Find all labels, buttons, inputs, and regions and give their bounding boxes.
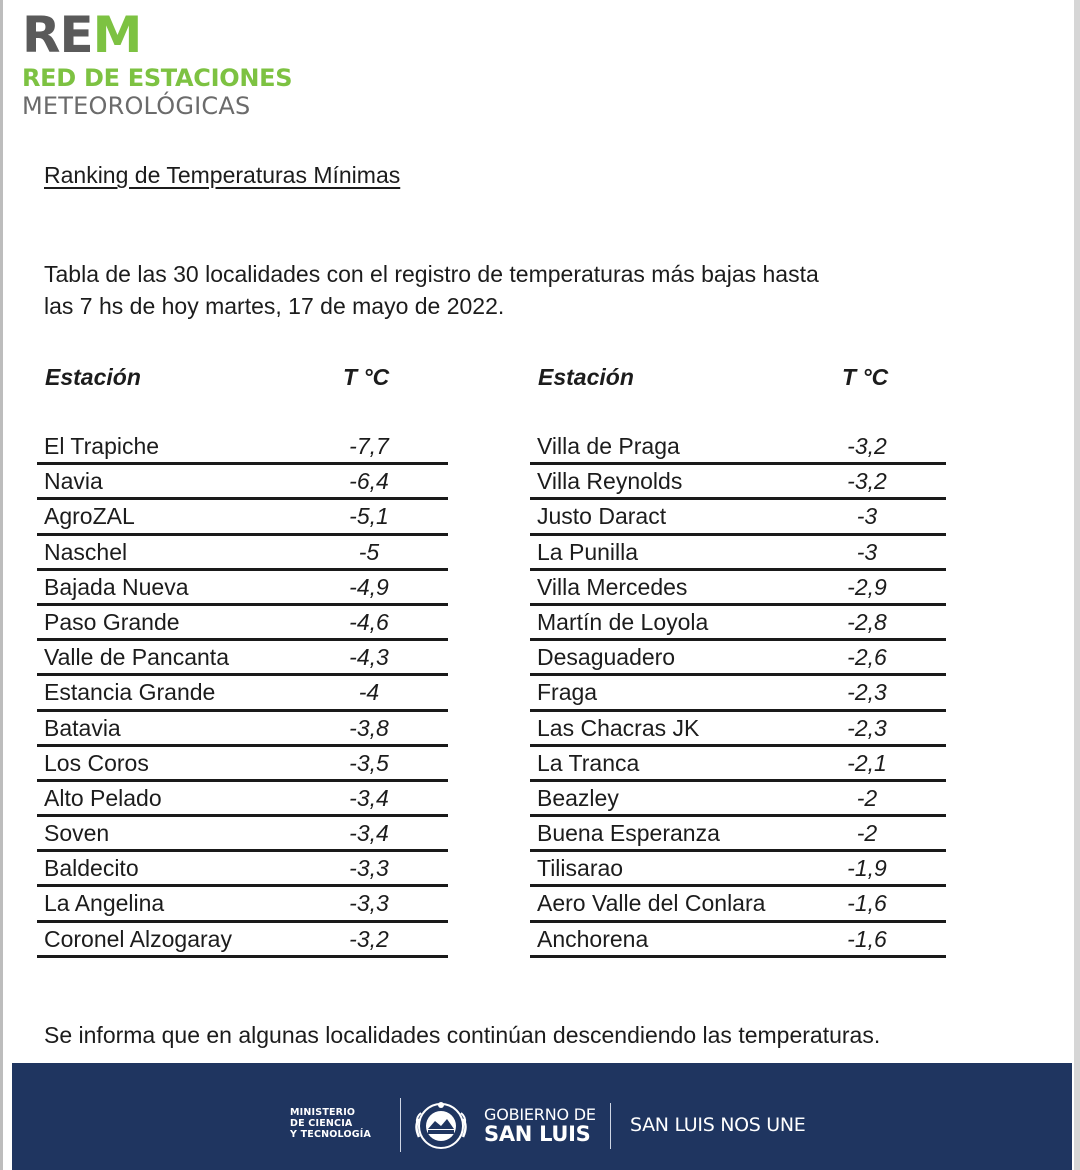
temp-value: -7,7	[349, 433, 389, 459]
table-header	[530, 362, 946, 402]
header-station: Estación	[538, 364, 634, 390]
station-name: Paso Grande	[44, 608, 180, 635]
header-station: Estación	[45, 364, 141, 390]
temp-value: -2,8	[847, 608, 887, 635]
logo-wordmark	[22, 6, 292, 64]
table-left	[37, 362, 448, 958]
temp-value: -2,6	[847, 644, 887, 671]
station-name: Naschel	[44, 538, 128, 565]
temp-value: -4,9	[349, 573, 389, 600]
station-name: Beazley	[537, 784, 619, 811]
footer-bar	[12, 1063, 1072, 1170]
table-row	[530, 465, 946, 500]
table-row	[37, 887, 448, 922]
station-name: Martín de Loyola	[537, 608, 709, 635]
temp-value: -3,8	[349, 714, 389, 741]
temp-value: -5	[358, 538, 380, 565]
station-name: AgroZAL	[44, 503, 135, 530]
temp-value: -3,4	[349, 820, 389, 847]
table-row	[37, 817, 448, 852]
coat-of-arms-icon	[410, 1099, 472, 1153]
intro-paragraph	[44, 258, 924, 322]
station-name: Valle de Pancanta	[44, 644, 229, 671]
table-row	[37, 500, 448, 535]
station-name: La Punilla	[537, 538, 639, 565]
station-name: Navia	[44, 468, 103, 495]
logo-subtitle-2: METEOROLÓGICAS	[22, 92, 251, 120]
logo-wordmark-green: M	[92, 6, 142, 64]
gov-line-2: SAN LUIS	[484, 1122, 591, 1146]
header-temp: T °C	[842, 364, 889, 390]
temp-value: -1,6	[847, 925, 887, 952]
station-name: Anchorena	[537, 925, 649, 952]
table-row	[530, 606, 946, 641]
station-name: Las Chacras JK	[537, 714, 700, 741]
station-name: Batavia	[44, 714, 121, 741]
station-name: Fraga	[537, 679, 598, 706]
table-header	[37, 362, 448, 402]
station-name: Alto Pelado	[44, 784, 162, 811]
table-row	[530, 887, 946, 922]
temp-value: -3,3	[349, 890, 389, 917]
temp-value: -2,3	[847, 714, 887, 741]
temp-value: -3,5	[349, 749, 389, 776]
temp-value: -2	[856, 784, 878, 811]
temp-value: -1,9	[847, 855, 887, 882]
temp-value: -2,1	[847, 749, 887, 776]
table-body	[530, 430, 946, 958]
table-row	[37, 641, 448, 676]
station-name: Estancia Grande	[44, 679, 216, 706]
ministry-line-1: MINISTERIO	[290, 1107, 356, 1118]
station-name: La Angelina	[44, 890, 165, 917]
table-row	[530, 712, 946, 747]
temp-value: -2,3	[847, 679, 887, 706]
table-row	[530, 500, 946, 535]
table-row	[37, 782, 448, 817]
footer-divider	[400, 1098, 401, 1152]
table-row	[530, 817, 946, 852]
temp-value: -1,6	[847, 890, 887, 917]
temp-value: -3,2	[349, 925, 389, 952]
temp-value: -6,4	[349, 468, 389, 495]
temp-value: -3,2	[847, 433, 887, 459]
table-row	[530, 641, 946, 676]
temp-value: -4,3	[349, 644, 389, 671]
temp-value: -2,9	[847, 573, 887, 600]
ministry-line-2: DE CIENCIA	[290, 1118, 353, 1129]
station-name: Tilisarao	[537, 855, 624, 882]
temp-value: -3	[856, 538, 878, 565]
table-row	[530, 676, 946, 711]
gov-logo-text	[484, 1106, 596, 1145]
table-row	[530, 782, 946, 817]
table-right	[530, 362, 946, 958]
slogan: SAN LUIS NOS UNE	[630, 1114, 806, 1136]
table-body	[37, 430, 448, 958]
station-name: Villa Mercedes	[537, 573, 688, 600]
table-row	[530, 430, 946, 465]
station-name: Desaguadero	[537, 644, 676, 671]
gov-line-1: GOBIERNO DE	[484, 1105, 596, 1124]
table-row	[530, 571, 946, 606]
temp-value: -4,6	[349, 608, 389, 635]
footer-note: Se informa que en algunas localidades continúan descendiendo las temperaturas.	[44, 1022, 881, 1048]
table-row	[37, 430, 448, 465]
rem-logo	[22, 6, 293, 120]
footer-divider	[610, 1103, 611, 1149]
station-name: Aero Valle del Conlara	[537, 890, 766, 917]
intro-line-1: Tabla de las 30 localidades con el registro de temperaturas más bajas hasta	[44, 261, 819, 287]
station-name: Soven	[44, 820, 110, 847]
temp-value: -3	[856, 503, 878, 530]
temp-value: -3,4	[349, 784, 389, 811]
station-name: Baldecito	[44, 855, 139, 882]
station-name: El Trapiche	[44, 433, 160, 459]
intro-line-2: las 7 hs de hoy martes, 17 de mayo de 2022.	[44, 293, 505, 319]
table-row	[37, 923, 448, 958]
temp-value: -2	[856, 820, 878, 847]
temp-value: -3,3	[349, 855, 389, 882]
logo-wordmark-gray: RE	[22, 6, 93, 64]
station-name: Coronel Alzogaray	[44, 925, 232, 952]
ministry-logo-text	[290, 1107, 371, 1140]
table-row	[37, 571, 448, 606]
logo-subtitle-1: RED DE ESTACIONES	[22, 64, 293, 92]
header-temp: T °C	[343, 364, 390, 390]
table-row	[37, 747, 448, 782]
table-row	[530, 536, 946, 571]
temp-value: -3,2	[847, 468, 887, 495]
table-row	[530, 923, 946, 958]
ministry-line-3: Y TECNOLOGÍA	[290, 1129, 372, 1140]
station-name: Villa Reynolds	[537, 468, 683, 495]
station-name: La Tranca	[537, 749, 640, 776]
temp-value: -5,1	[349, 503, 389, 530]
station-name: Villa de Praga	[537, 433, 680, 459]
table-row	[37, 712, 448, 747]
table-row	[530, 852, 946, 887]
station-name: Bajada Nueva	[44, 573, 189, 600]
table-row	[37, 606, 448, 641]
table-row	[37, 852, 448, 887]
station-name: Justo Daract	[537, 503, 667, 530]
station-name: Buena Esperanza	[537, 820, 720, 847]
station-name: Los Coros	[44, 749, 149, 776]
page-title: Ranking de Temperaturas Mínimas	[44, 162, 401, 188]
table-row	[530, 747, 946, 782]
table-row	[37, 536, 448, 571]
table-row	[37, 465, 448, 500]
table-row	[37, 676, 448, 711]
temp-value: -4	[358, 679, 380, 706]
